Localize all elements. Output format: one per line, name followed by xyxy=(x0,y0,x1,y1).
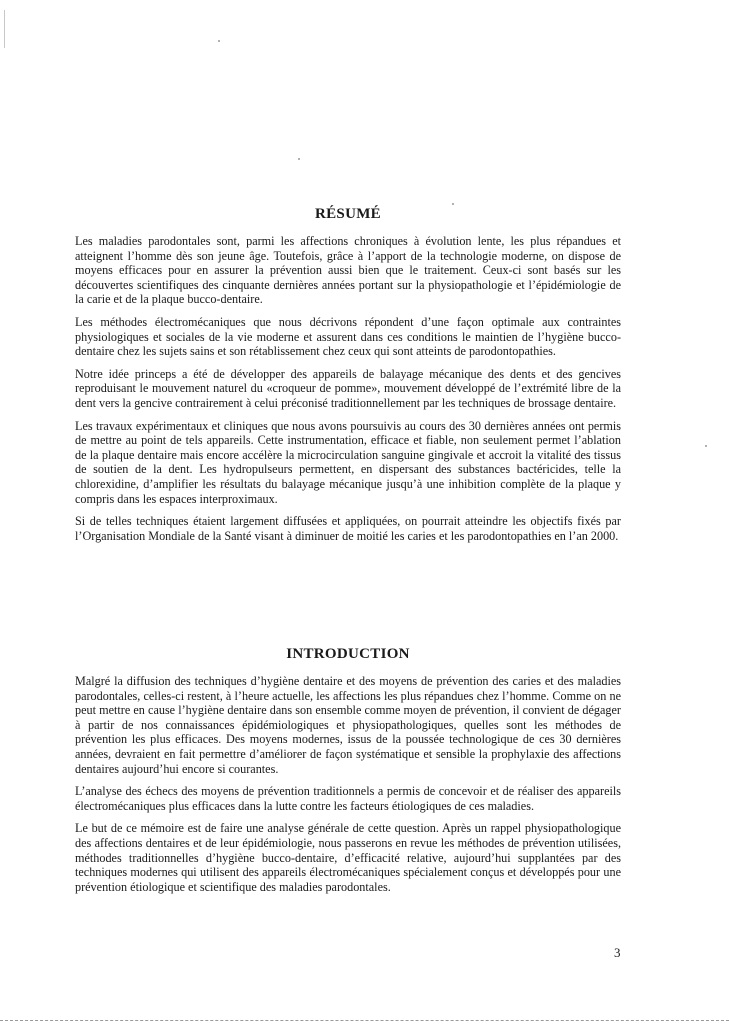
resume-paragraph: Si de telles techniques étaient largement diffusées et appliquées, on pourrait atteindre les objectifs fixés par l’Organisation Mondiale de la Santé visant à diminuer de moitié les caries et les parodontopathies en l’an 2000. xyxy=(75,514,621,543)
scan-bottom-edge xyxy=(0,1020,729,1021)
resume-paragraph: Les maladies parodontales sont, parmi les affections chroniques à évolution lente, les plus répandues et atteignent l’homme dès son jeune âge. Toutefois, grâce à l’apport de la technologie moderne, on dispose de moyens efficaces pour en assurer la prévention aussi bien que le traitement. Ceux-ci sont basés sur les découvertes scientifiques des cinquante dernières années portant sur la physiopathologie et l’épidémiologie de la carie et de la plaque bucco-dentaire. xyxy=(75,234,621,307)
resume-heading: RÉSUMÉ xyxy=(315,206,381,222)
resume-paragraph: Notre idée princeps a été de développer des appareils de balayage mécanique des dents et des gencives reproduisant le mouvement naturel du «croqueur de pomme», mouvement développé de l’extrémité libre de la dent vers la gencive contrairement à celui préconisé traditionnellement par les techniques de brossage dentaire. xyxy=(75,366,621,410)
scan-speck xyxy=(218,40,220,42)
scan-edge-mark xyxy=(4,10,5,48)
scan-speck xyxy=(452,203,454,205)
resume-paragraph: Les travaux expérimentaux et cliniques que nous avons poursuivis au cours des 30 dernières années ont permis de mettre au point de tels appareils. Cette instrumentation, efficace et fiable, non seulement permet l’ablation de la plaque dentaire mais encore accélère la microcirculation sanguine gingivale et accroit la vitalité des tissus de soutien de la dent. Les hydropulseurs permettent, en dispersant des substances bactéricides, telle la chlorexidine, d’amplifier les résultats du balayage mécanique jusqu’à une inhibition complète de la plaque y compris dans les espaces interproximaux. xyxy=(75,418,621,506)
introduction-paragraph: Le but de ce mémoire est de faire une analyse générale de cette question. Après un rappel physiopathologique des affections dentaires et de leur épidémiologie, nous passerons en revue les méthodes de prévention utilisées, méthodes traditionnelles d’hygiène bucco-dentaire, d’efficacité relative, aujourd’hui supplantées par des techniques modernes qui utilisent des appareils électromécaniques spécialement conçus et développés pour une prévention étiologique et scientifique des maladies parodontales. xyxy=(75,821,621,894)
introduction-paragraph: Malgré la diffusion des techniques d’hygiène dentaire et des moyens de prévention des caries et des maladies parodontales, celles-ci restent, à l’heure actuelle, les affections les plus répandues chez l’homme. Comme on ne peut mettre en cause l’hygiène dentaire dans son ensemble comme moyen de prévention, il convient de dégager à partir de nos connaissances épidémiologiques et physiopathologiques, quelles sont les méthodes de prévention les plus efficaces. Des moyens modernes, issus de la poussée technologique de ces 30 dernières années, devraient en fait permettre d’améliorer de façon systématique et sensible la prophylaxie des affections dentaires aujourd’hui encore si courantes. xyxy=(75,674,621,776)
introduction-section xyxy=(75,646,621,902)
page-number: 3 xyxy=(614,945,621,960)
introduction-heading: INTRODUCTION xyxy=(286,646,410,662)
resume-paragraph: Les méthodes électromécaniques que nous décrivons répondent d’une façon optimale aux contraintes physiologiques et sociales de la vie moderne et assurent dans ces conditions le maintien de l’hygiène bucco-dentaire chez les sujets sains et son rétablissement chez ceux qui sont atteints de parodontopathies. xyxy=(75,314,621,359)
resume-section xyxy=(75,206,621,551)
scan-speck xyxy=(705,445,707,447)
scan-speck xyxy=(298,158,300,160)
introduction-paragraph: L’analyse des échecs des moyens de prévention traditionnels a permis de concevoir et de réaliser des appareils électromécaniques plus efficaces dans la lutte contre les facteurs étiologiques de ces maladies. xyxy=(75,784,621,813)
